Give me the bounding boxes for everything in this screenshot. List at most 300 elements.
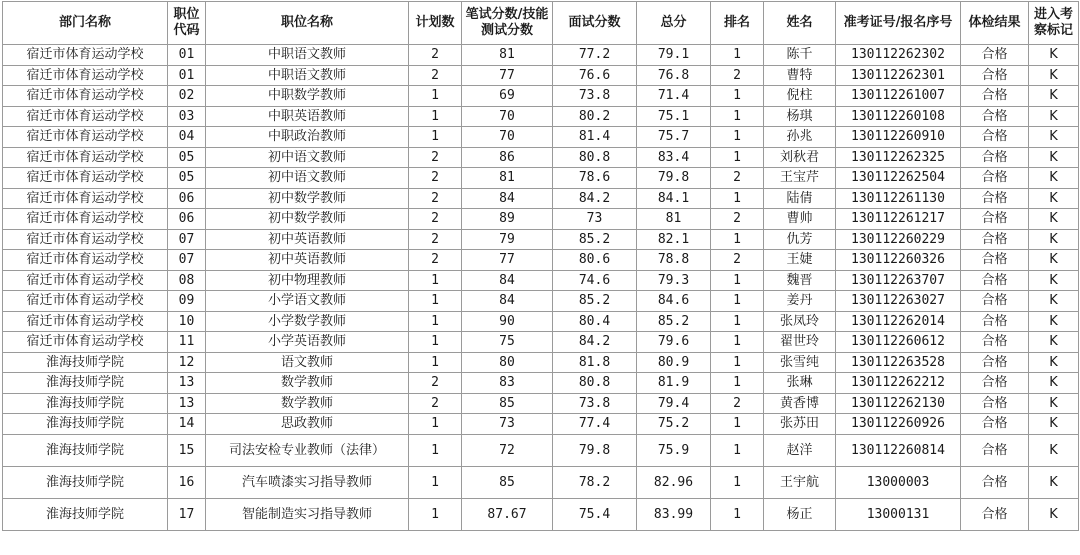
cell-interview-score: 77.4 xyxy=(553,414,637,435)
cell-rank: 1 xyxy=(711,270,764,291)
cell-inspection-mark: K xyxy=(1029,332,1079,353)
cell-written-score: 77 xyxy=(462,250,553,271)
cell-total-score: 84.6 xyxy=(637,291,711,312)
cell-position-code: 07 xyxy=(168,229,206,250)
cell-position-name: 初中英语教师 xyxy=(206,250,409,271)
cell-interview-score: 79.8 xyxy=(553,434,637,466)
cell-plan-count: 2 xyxy=(409,373,462,394)
cell-name: 王宝芹 xyxy=(764,168,836,189)
cell-written-score: 80 xyxy=(462,352,553,373)
cell-plan-count: 1 xyxy=(409,332,462,353)
cell-position-name: 初中数学教师 xyxy=(206,188,409,209)
header-department: 部门名称 xyxy=(3,2,168,45)
cell-department: 淮海技师学院 xyxy=(3,434,168,466)
cell-rank: 1 xyxy=(711,127,764,148)
cell-department: 淮海技师学院 xyxy=(3,373,168,394)
table-row xyxy=(3,65,1079,86)
cell-medical-result: 合格 xyxy=(961,393,1029,414)
cell-department: 宿迁市体育运动学校 xyxy=(3,332,168,353)
cell-total-score: 82.96 xyxy=(637,466,711,498)
cell-medical-result: 合格 xyxy=(961,86,1029,107)
cell-position-code: 14 xyxy=(168,414,206,435)
cell-position-code: 04 xyxy=(168,127,206,148)
table-body xyxy=(3,45,1079,531)
cell-position-name: 初中语文教师 xyxy=(206,147,409,168)
cell-total-score: 75.9 xyxy=(637,434,711,466)
cell-name: 张雪纯 xyxy=(764,352,836,373)
cell-name: 魏晋 xyxy=(764,270,836,291)
cell-name: 王宇航 xyxy=(764,466,836,498)
cell-name: 黄香博 xyxy=(764,393,836,414)
cell-total-score: 80.9 xyxy=(637,352,711,373)
cell-ticket-number: 130112263027 xyxy=(836,291,961,312)
cell-department: 宿迁市体育运动学校 xyxy=(3,127,168,148)
cell-ticket-number: 130112262130 xyxy=(836,393,961,414)
cell-plan-count: 1 xyxy=(409,86,462,107)
cell-interview-score: 80.8 xyxy=(553,373,637,394)
cell-rank: 1 xyxy=(711,466,764,498)
cell-name: 王婕 xyxy=(764,250,836,271)
cell-position-name: 小学语文教师 xyxy=(206,291,409,312)
cell-department: 宿迁市体育运动学校 xyxy=(3,291,168,312)
cell-position-name: 初中物理教师 xyxy=(206,270,409,291)
cell-ticket-number: 130112261130 xyxy=(836,188,961,209)
table-row xyxy=(3,434,1079,466)
cell-ticket-number: 13000131 xyxy=(836,498,961,530)
cell-medical-result: 合格 xyxy=(961,250,1029,271)
cell-ticket-number: 130112261217 xyxy=(836,209,961,230)
cell-department: 宿迁市体育运动学校 xyxy=(3,65,168,86)
cell-ticket-number: 130112262014 xyxy=(836,311,961,332)
cell-position-name: 中职语文教师 xyxy=(206,65,409,86)
cell-interview-score: 85.2 xyxy=(553,291,637,312)
cell-medical-result: 合格 xyxy=(961,147,1029,168)
cell-medical-result: 合格 xyxy=(961,414,1029,435)
cell-position-name: 汽车喷漆实习指导教师 xyxy=(206,466,409,498)
table-row xyxy=(3,147,1079,168)
cell-plan-count: 1 xyxy=(409,498,462,530)
cell-rank: 1 xyxy=(711,332,764,353)
cell-written-score: 84 xyxy=(462,188,553,209)
cell-total-score: 81.9 xyxy=(637,373,711,394)
cell-department: 淮海技师学院 xyxy=(3,352,168,373)
cell-name: 张凤玲 xyxy=(764,311,836,332)
cell-ticket-number: 130112260814 xyxy=(836,434,961,466)
cell-interview-score: 77.2 xyxy=(553,45,637,66)
cell-total-score: 79.1 xyxy=(637,45,711,66)
cell-inspection-mark: K xyxy=(1029,65,1079,86)
cell-department: 宿迁市体育运动学校 xyxy=(3,168,168,189)
cell-written-score: 77 xyxy=(462,65,553,86)
cell-inspection-mark: K xyxy=(1029,229,1079,250)
cell-position-name: 司法安检专业教师（法律） xyxy=(206,434,409,466)
cell-plan-count: 2 xyxy=(409,65,462,86)
cell-interview-score: 74.6 xyxy=(553,270,637,291)
cell-total-score: 82.1 xyxy=(637,229,711,250)
cell-plan-count: 2 xyxy=(409,250,462,271)
table-row xyxy=(3,45,1079,66)
cell-ticket-number: 13000003 xyxy=(836,466,961,498)
cell-name: 翟世玲 xyxy=(764,332,836,353)
cell-plan-count: 1 xyxy=(409,311,462,332)
cell-position-name: 数学教师 xyxy=(206,373,409,394)
cell-department: 宿迁市体育运动学校 xyxy=(3,86,168,107)
cell-total-score: 79.4 xyxy=(637,393,711,414)
cell-inspection-mark: K xyxy=(1029,86,1079,107)
header-total-score: 总分 xyxy=(637,2,711,45)
cell-position-name: 小学数学教师 xyxy=(206,311,409,332)
table-row xyxy=(3,466,1079,498)
cell-total-score: 76.8 xyxy=(637,65,711,86)
cell-plan-count: 2 xyxy=(409,229,462,250)
cell-ticket-number: 130112260926 xyxy=(836,414,961,435)
cell-department: 宿迁市体育运动学校 xyxy=(3,147,168,168)
cell-plan-count: 1 xyxy=(409,291,462,312)
cell-position-code: 07 xyxy=(168,250,206,271)
cell-medical-result: 合格 xyxy=(961,127,1029,148)
cell-inspection-mark: K xyxy=(1029,209,1079,230)
table-row xyxy=(3,393,1079,414)
cell-inspection-mark: K xyxy=(1029,168,1079,189)
cell-interview-score: 84.2 xyxy=(553,188,637,209)
cell-inspection-mark: K xyxy=(1029,414,1079,435)
cell-department: 淮海技师学院 xyxy=(3,498,168,530)
cell-position-code: 01 xyxy=(168,45,206,66)
cell-ticket-number: 130112261007 xyxy=(836,86,961,107)
table-row xyxy=(3,498,1079,530)
table-row xyxy=(3,106,1079,127)
cell-rank: 1 xyxy=(711,45,764,66)
cell-total-score: 75.1 xyxy=(637,106,711,127)
cell-total-score: 85.2 xyxy=(637,311,711,332)
cell-plan-count: 2 xyxy=(409,168,462,189)
cell-written-score: 87.67 xyxy=(462,498,553,530)
cell-plan-count: 1 xyxy=(409,414,462,435)
table-row xyxy=(3,270,1079,291)
cell-written-score: 73 xyxy=(462,414,553,435)
cell-position-code: 11 xyxy=(168,332,206,353)
cell-plan-count: 1 xyxy=(409,352,462,373)
cell-department: 宿迁市体育运动学校 xyxy=(3,45,168,66)
cell-interview-score: 73.8 xyxy=(553,393,637,414)
cell-plan-count: 2 xyxy=(409,45,462,66)
cell-written-score: 75 xyxy=(462,332,553,353)
cell-written-score: 79 xyxy=(462,229,553,250)
cell-rank: 1 xyxy=(711,498,764,530)
cell-name: 曹帅 xyxy=(764,209,836,230)
cell-written-score: 85 xyxy=(462,466,553,498)
cell-total-score: 79.3 xyxy=(637,270,711,291)
cell-rank: 1 xyxy=(711,311,764,332)
table-row xyxy=(3,414,1079,435)
cell-interview-score: 80.6 xyxy=(553,250,637,271)
cell-department: 宿迁市体育运动学校 xyxy=(3,209,168,230)
cell-ticket-number: 130112262504 xyxy=(836,168,961,189)
cell-ticket-number: 130112263707 xyxy=(836,270,961,291)
cell-position-code: 08 xyxy=(168,270,206,291)
cell-ticket-number: 130112260229 xyxy=(836,229,961,250)
cell-inspection-mark: K xyxy=(1029,250,1079,271)
cell-ticket-number: 130112260108 xyxy=(836,106,961,127)
table-row xyxy=(3,291,1079,312)
cell-rank: 2 xyxy=(711,65,764,86)
cell-name: 陈千 xyxy=(764,45,836,66)
cell-total-score: 84.1 xyxy=(637,188,711,209)
cell-name: 杨正 xyxy=(764,498,836,530)
cell-total-score: 79.8 xyxy=(637,168,711,189)
cell-medical-result: 合格 xyxy=(961,332,1029,353)
cell-inspection-mark: K xyxy=(1029,352,1079,373)
cell-medical-result: 合格 xyxy=(961,168,1029,189)
cell-name: 倪柱 xyxy=(764,86,836,107)
cell-ticket-number: 130112262301 xyxy=(836,65,961,86)
cell-written-score: 85 xyxy=(462,393,553,414)
cell-medical-result: 合格 xyxy=(961,466,1029,498)
cell-name: 孙兆 xyxy=(764,127,836,148)
table-header xyxy=(3,2,1079,45)
cell-total-score: 81 xyxy=(637,209,711,230)
cell-plan-count: 1 xyxy=(409,434,462,466)
cell-position-name: 初中语文教师 xyxy=(206,168,409,189)
cell-total-score: 71.4 xyxy=(637,86,711,107)
cell-position-name: 智能制造实习指导教师 xyxy=(206,498,409,530)
cell-rank: 2 xyxy=(711,250,764,271)
cell-written-score: 81 xyxy=(462,168,553,189)
cell-medical-result: 合格 xyxy=(961,229,1029,250)
cell-plan-count: 2 xyxy=(409,393,462,414)
cell-written-score: 70 xyxy=(462,127,553,148)
cell-name: 仇芳 xyxy=(764,229,836,250)
table-row xyxy=(3,86,1079,107)
cell-department: 淮海技师学院 xyxy=(3,393,168,414)
table-row xyxy=(3,332,1079,353)
cell-rank: 1 xyxy=(711,229,764,250)
cell-position-name: 初中数学教师 xyxy=(206,209,409,230)
cell-ticket-number: 130112262325 xyxy=(836,147,961,168)
table-row xyxy=(3,188,1079,209)
cell-rank: 2 xyxy=(711,168,764,189)
header-medical-result: 体检结果 xyxy=(961,2,1029,45)
cell-inspection-mark: K xyxy=(1029,188,1079,209)
cell-position-code: 09 xyxy=(168,291,206,312)
cell-position-code: 06 xyxy=(168,209,206,230)
cell-total-score: 75.2 xyxy=(637,414,711,435)
cell-interview-score: 80.2 xyxy=(553,106,637,127)
cell-position-code: 05 xyxy=(168,147,206,168)
table-row xyxy=(3,209,1079,230)
cell-position-code: 10 xyxy=(168,311,206,332)
header-rank: 排名 xyxy=(711,2,764,45)
cell-rank: 1 xyxy=(711,291,764,312)
cell-rank: 1 xyxy=(711,86,764,107)
cell-ticket-number: 130112262212 xyxy=(836,373,961,394)
cell-plan-count: 2 xyxy=(409,147,462,168)
cell-ticket-number: 130112260910 xyxy=(836,127,961,148)
cell-plan-count: 2 xyxy=(409,188,462,209)
cell-position-name: 中职数学教师 xyxy=(206,86,409,107)
cell-written-score: 69 xyxy=(462,86,553,107)
cell-position-code: 13 xyxy=(168,393,206,414)
cell-inspection-mark: K xyxy=(1029,434,1079,466)
cell-position-code: 01 xyxy=(168,65,206,86)
cell-interview-score: 80.8 xyxy=(553,147,637,168)
cell-medical-result: 合格 xyxy=(961,45,1029,66)
cell-department: 宿迁市体育运动学校 xyxy=(3,188,168,209)
cell-written-score: 89 xyxy=(462,209,553,230)
table-row xyxy=(3,229,1079,250)
cell-position-name: 中职政治教师 xyxy=(206,127,409,148)
cell-medical-result: 合格 xyxy=(961,373,1029,394)
cell-name: 赵洋 xyxy=(764,434,836,466)
cell-department: 宿迁市体育运动学校 xyxy=(3,229,168,250)
cell-plan-count: 1 xyxy=(409,106,462,127)
cell-position-name: 中职语文教师 xyxy=(206,45,409,66)
cell-written-score: 83 xyxy=(462,373,553,394)
cell-medical-result: 合格 xyxy=(961,291,1029,312)
cell-ticket-number: 130112260326 xyxy=(836,250,961,271)
cell-written-score: 72 xyxy=(462,434,553,466)
cell-department: 淮海技师学院 xyxy=(3,414,168,435)
cell-rank: 1 xyxy=(711,434,764,466)
cell-interview-score: 80.4 xyxy=(553,311,637,332)
cell-inspection-mark: K xyxy=(1029,393,1079,414)
cell-medical-result: 合格 xyxy=(961,106,1029,127)
cell-position-name: 数学教师 xyxy=(206,393,409,414)
cell-ticket-number: 130112260612 xyxy=(836,332,961,353)
cell-total-score: 83.4 xyxy=(637,147,711,168)
cell-name: 张苏田 xyxy=(764,414,836,435)
header-ticket-number: 准考证号/报名序号 xyxy=(836,2,961,45)
header-name: 姓名 xyxy=(764,2,836,45)
header-plan-count: 计划数 xyxy=(409,2,462,45)
cell-position-code: 02 xyxy=(168,86,206,107)
cell-medical-result: 合格 xyxy=(961,311,1029,332)
cell-inspection-mark: K xyxy=(1029,270,1079,291)
cell-position-code: 17 xyxy=(168,498,206,530)
cell-inspection-mark: K xyxy=(1029,311,1079,332)
cell-total-score: 78.8 xyxy=(637,250,711,271)
cell-position-code: 06 xyxy=(168,188,206,209)
cell-inspection-mark: K xyxy=(1029,45,1079,66)
cell-inspection-mark: K xyxy=(1029,106,1079,127)
cell-interview-score: 81.4 xyxy=(553,127,637,148)
cell-inspection-mark: K xyxy=(1029,127,1079,148)
cell-name: 陆倩 xyxy=(764,188,836,209)
cell-interview-score: 76.6 xyxy=(553,65,637,86)
cell-interview-score: 75.4 xyxy=(553,498,637,530)
cell-position-name: 小学英语教师 xyxy=(206,332,409,353)
cell-rank: 1 xyxy=(711,352,764,373)
cell-inspection-mark: K xyxy=(1029,466,1079,498)
cell-rank: 2 xyxy=(711,393,764,414)
cell-position-name: 中职英语教师 xyxy=(206,106,409,127)
cell-written-score: 81 xyxy=(462,45,553,66)
cell-rank: 1 xyxy=(711,147,764,168)
cell-department: 宿迁市体育运动学校 xyxy=(3,250,168,271)
cell-interview-score: 78.6 xyxy=(553,168,637,189)
cell-name: 张琳 xyxy=(764,373,836,394)
cell-ticket-number: 130112263528 xyxy=(836,352,961,373)
cell-inspection-mark: K xyxy=(1029,147,1079,168)
cell-position-code: 13 xyxy=(168,373,206,394)
cell-position-name: 初中英语教师 xyxy=(206,229,409,250)
table-row xyxy=(3,311,1079,332)
cell-position-code: 12 xyxy=(168,352,206,373)
cell-plan-count: 1 xyxy=(409,127,462,148)
cell-inspection-mark: K xyxy=(1029,498,1079,530)
cell-written-score: 84 xyxy=(462,270,553,291)
cell-interview-score: 85.2 xyxy=(553,229,637,250)
table-row xyxy=(3,168,1079,189)
cell-written-score: 84 xyxy=(462,291,553,312)
cell-inspection-mark: K xyxy=(1029,291,1079,312)
header-row xyxy=(3,2,1079,45)
cell-medical-result: 合格 xyxy=(961,352,1029,373)
header-inspection-mark: 进入考察标记 xyxy=(1029,2,1079,45)
header-position-code: 职位代码 xyxy=(168,2,206,45)
cell-rank: 1 xyxy=(711,373,764,394)
cell-medical-result: 合格 xyxy=(961,270,1029,291)
cell-name: 曹特 xyxy=(764,65,836,86)
results-table xyxy=(2,1,1079,531)
cell-medical-result: 合格 xyxy=(961,188,1029,209)
cell-total-score: 79.6 xyxy=(637,332,711,353)
table-row xyxy=(3,373,1079,394)
cell-name: 姜丹 xyxy=(764,291,836,312)
cell-position-code: 15 xyxy=(168,434,206,466)
cell-position-code: 03 xyxy=(168,106,206,127)
cell-name: 杨琪 xyxy=(764,106,836,127)
table-row xyxy=(3,127,1079,148)
table-row xyxy=(3,352,1079,373)
cell-rank: 1 xyxy=(711,414,764,435)
cell-position-code: 05 xyxy=(168,168,206,189)
header-written-score: 笔试分数/技能测试分数 xyxy=(462,2,553,45)
header-interview-score: 面试分数 xyxy=(553,2,637,45)
cell-department: 宿迁市体育运动学校 xyxy=(3,270,168,291)
cell-position-name: 思政教师 xyxy=(206,414,409,435)
cell-written-score: 86 xyxy=(462,147,553,168)
cell-position-name: 语文教师 xyxy=(206,352,409,373)
cell-total-score: 75.7 xyxy=(637,127,711,148)
cell-plan-count: 2 xyxy=(409,209,462,230)
cell-medical-result: 合格 xyxy=(961,209,1029,230)
cell-written-score: 70 xyxy=(462,106,553,127)
cell-name: 刘秋君 xyxy=(764,147,836,168)
cell-rank: 1 xyxy=(711,188,764,209)
cell-rank: 1 xyxy=(711,106,764,127)
cell-medical-result: 合格 xyxy=(961,65,1029,86)
cell-interview-score: 73.8 xyxy=(553,86,637,107)
cell-inspection-mark: K xyxy=(1029,373,1079,394)
cell-medical-result: 合格 xyxy=(961,434,1029,466)
header-position-name: 职位名称 xyxy=(206,2,409,45)
cell-interview-score: 84.2 xyxy=(553,332,637,353)
cell-interview-score: 78.2 xyxy=(553,466,637,498)
cell-total-score: 83.99 xyxy=(637,498,711,530)
cell-rank: 2 xyxy=(711,209,764,230)
cell-department: 宿迁市体育运动学校 xyxy=(3,311,168,332)
cell-department: 宿迁市体育运动学校 xyxy=(3,106,168,127)
cell-plan-count: 1 xyxy=(409,466,462,498)
cell-department: 淮海技师学院 xyxy=(3,466,168,498)
cell-interview-score: 73 xyxy=(553,209,637,230)
cell-ticket-number: 130112262302 xyxy=(836,45,961,66)
cell-position-code: 16 xyxy=(168,466,206,498)
cell-interview-score: 81.8 xyxy=(553,352,637,373)
cell-written-score: 90 xyxy=(462,311,553,332)
table-row xyxy=(3,250,1079,271)
